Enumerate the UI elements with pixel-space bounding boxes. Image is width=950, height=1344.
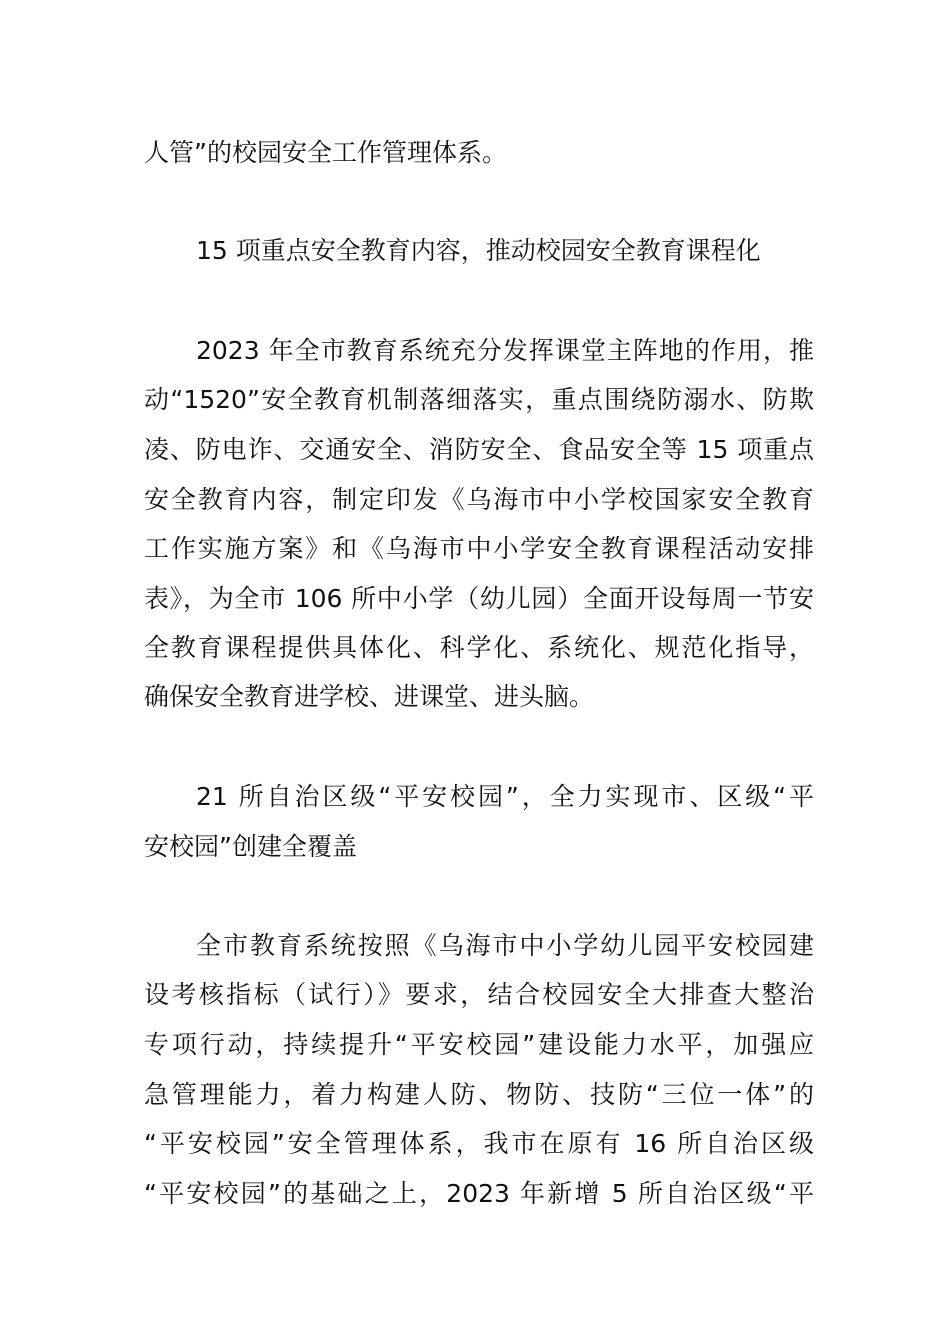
text-line: 动“1520”安全教育机制落细落实，重点围绕防溺水、防欺 [144, 385, 814, 414]
section-heading: 15 项重点安全教育内容，推动校园安全教育课程化 [196, 236, 761, 265]
text-line: 凌、防电诈、交通安全、消防安全、食品安全等 15 项重点 [144, 435, 814, 464]
text-line: 急管理能力，着力构建人防、物防、技防“三位一体”的 [144, 1080, 814, 1109]
section-heading: 21 所自治区级“平安校园”，全力实现市、区级“平 [196, 782, 814, 811]
text-line: 2023 年全市教育系统充分发挥课堂主阵地的作用，推 [196, 336, 814, 365]
text-line: 人管”的校园安全工作管理体系。 [144, 138, 507, 167]
text-line: 安全教育内容，制定印发《乌海市中小学校国家安全教育 [144, 485, 814, 514]
text-line: 全教育课程提供具体化、科学化、系统化、规范化指导， [144, 633, 814, 662]
text-line: 全市教育系统按照《乌海市中小学幼儿园平安校园建 [196, 931, 814, 960]
text-line: 确保安全教育进学校、进课堂、进头脑。 [144, 682, 595, 711]
text-line: 工作实施方案》和《乌海市中小学安全教育课程活动安排 [144, 534, 814, 563]
text-line: 专项行动，持续提升“平安校园”建设能力水平，加强应 [144, 1030, 814, 1059]
text-line: “平安校园”的基础之上，2023 年新增 5 所自治区级“平 [144, 1179, 814, 1208]
text-line: “平安校园”安全管理体系，我市在原有 16 所自治区级 [144, 1129, 814, 1158]
section-heading: 安校园”创建全覆盖 [144, 832, 357, 861]
text-line: 设考核指标（试行）》要求，结合校园安全大排查大整治 [144, 980, 814, 1009]
text-line: 表》，为全市 106 所中小学（幼儿园）全面开设每周一节安 [144, 584, 814, 613]
